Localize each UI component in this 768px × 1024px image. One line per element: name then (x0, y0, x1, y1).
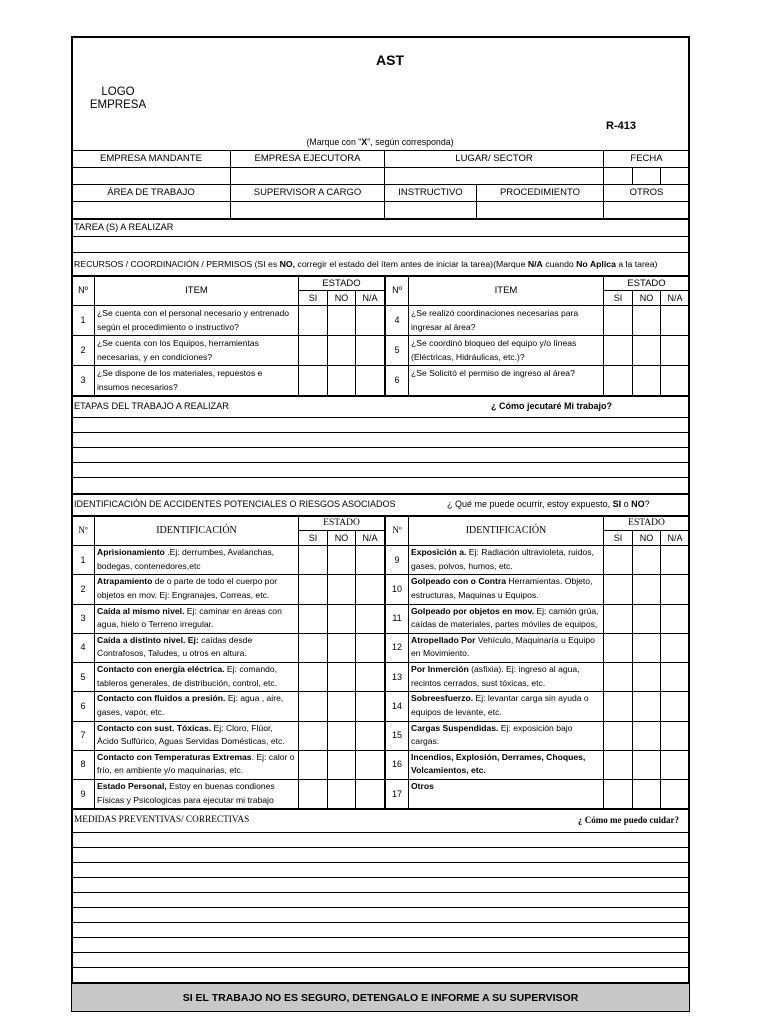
marking-instruction (300, 137, 460, 147)
risk-no-checkbox[interactable] (633, 546, 660, 574)
risk-name: Caída al mismo nivel. (97, 605, 185, 616)
recursos-title-f: No Aplica (576, 259, 616, 269)
recursos-title-c: corregir el estado del ítem antes de iniciar la tarea)(Marque (295, 259, 528, 269)
risk-name: Estado Personal, (97, 781, 167, 791)
item-number: 2 (80, 345, 86, 355)
recursos-col-item-left: ITEM (185, 284, 208, 296)
estado-no-checkbox[interactable] (633, 366, 660, 395)
risk-no-checkbox[interactable] (328, 722, 355, 750)
risk-example: Ej: levantar carga sin ayuda o equipos de levante, etc. (411, 693, 589, 717)
estado-na-checkbox[interactable] (356, 336, 383, 365)
risk-na-checkbox[interactable] (661, 663, 688, 691)
risk-number: 11 (392, 613, 402, 624)
estado-no-checkbox[interactable] (328, 336, 355, 365)
riesgos-col-num-right: Nº (392, 525, 402, 535)
riesgos-question-b: SI (612, 499, 622, 509)
risk-name: Exposición a. (411, 547, 467, 557)
risk-name: Contacto con sust. Tóxicas. (97, 722, 212, 733)
field-medidas-line-5[interactable] (72, 893, 689, 907)
risk-no-checkbox[interactable] (633, 692, 660, 720)
risk-number: 13 (391, 671, 402, 682)
checklist-item-text: ¿Se Solicitó el permiso de ingreso al área? (411, 368, 575, 378)
risk-si-checkbox[interactable] (604, 605, 631, 633)
riesgos-col-no-right: NO (639, 533, 654, 543)
risk-number: 3 (80, 613, 86, 624)
risk-example: Ej: exposición bajo cargas. (411, 722, 573, 746)
riesgos-col-estado-right: ESTADO (628, 518, 665, 528)
risk-example: Ej: comando, tableros generales, de distribución, control, etc. (97, 664, 278, 688)
section-medidas-label: MEDIDAS PREVENTIVAS/ CORRECTIVAS (74, 815, 250, 825)
estado-si-checkbox[interactable] (299, 306, 326, 335)
recursos-col-na-left: N/A (362, 293, 378, 303)
risk-example: Ej: Radiación ultravioleta, ruidos, gases, polvos, humos, etc. (411, 547, 594, 571)
field-medidas-line-7[interactable] (72, 923, 689, 937)
risk-name: Golpeado por objetos en mov. (411, 605, 535, 616)
estado-na-checkbox[interactable] (661, 336, 688, 365)
estado-si-checkbox[interactable] (604, 366, 631, 395)
estado-si-checkbox[interactable] (604, 306, 631, 335)
risk-si-checkbox[interactable] (299, 692, 326, 720)
company-logo-placeholder (88, 86, 148, 112)
risk-no-checkbox[interactable] (328, 605, 355, 633)
estado-si-checkbox[interactable] (299, 366, 326, 395)
risk-no-checkbox[interactable] (328, 663, 355, 691)
risk-name: Sobreesfuerzo. (411, 693, 474, 704)
riesgos-col-ident-right: IDENTIFICACIÓN (465, 524, 547, 536)
risk-number: 7 (80, 730, 86, 741)
recursos-col-na-right: N/A (667, 293, 683, 303)
risk-na-checkbox[interactable] (661, 780, 688, 808)
risk-name: Incendios, Explosión, Derrames, Choques, Volcamientos, etc. (411, 751, 586, 776)
field-medidas-line-10[interactable] (72, 968, 689, 982)
estado-na-checkbox[interactable] (661, 306, 688, 335)
risk-example: Ej: Cloro, Flúor, Ácido Sulfúrico, Aguas Servidas Domésticas, etc. (97, 722, 285, 746)
recursos-col-num-left: Nº (78, 285, 88, 295)
risk-number: 9 (394, 554, 400, 565)
riesgos-question-a: ¿ Qué me puede ocurrir, estoy expuesto, (447, 499, 613, 509)
header-instructivo: INSTRUCTIVO (398, 187, 463, 198)
risk-number: 15 (391, 730, 402, 741)
field-supervisor[interactable] (231, 202, 384, 218)
section-riesgos-label: IDENTIFICACIÓN DE ACCIDENTES POTENCIALES O RIESGOS ASOCIADOS (74, 499, 396, 509)
riesgos-col-na-left: N/A (362, 533, 378, 543)
risk-na-checkbox[interactable] (661, 634, 688, 662)
risk-item-text (411, 751, 601, 779)
riesgos-col-si-left: SI (308, 533, 318, 543)
risk-no-checkbox[interactable] (328, 751, 355, 779)
risk-example: Ej: agua , aire, gases, vapor, etc. (97, 693, 284, 717)
field-etapas-line-1[interactable] (72, 418, 689, 432)
risk-example: (asfixia). Ej: ingreso al agua, recintos cerrados, sust tóxicas, etc. (411, 664, 580, 688)
risk-si-checkbox[interactable] (604, 780, 631, 808)
risk-item-text (411, 605, 601, 633)
risk-no-checkbox[interactable] (328, 634, 355, 662)
risk-si-checkbox[interactable] (604, 634, 631, 662)
risk-name: Aprisionamiento (97, 547, 165, 557)
field-medidas-line-8[interactable] (72, 938, 689, 952)
risk-no-checkbox[interactable] (633, 605, 660, 633)
riesgos-col-ident-left: IDENTIFICACIÓN (156, 524, 237, 536)
logo-line-2: EMPRESA (89, 99, 147, 111)
checklist-item-text: ¿Se cuenta con los Equipos, herramientas necesarias, y en condiciones? (97, 338, 259, 362)
recursos-col-si-right: SI (613, 293, 623, 303)
risk-si-checkbox[interactable] (604, 575, 631, 603)
section-recursos-label (74, 259, 657, 269)
risk-example: Ej: caminar en áreas con agua, hielo o Terreno irregular. (97, 605, 282, 629)
estado-na-checkbox[interactable] (356, 366, 383, 395)
estado-na-checkbox[interactable] (356, 306, 383, 335)
estado-si-checkbox[interactable] (299, 336, 326, 365)
risk-name: Golpeado con o Contra (411, 576, 507, 587)
field-instructivo[interactable] (385, 202, 476, 218)
risk-number: 1 (80, 554, 86, 565)
risk-si-checkbox[interactable] (604, 751, 631, 779)
recursos-col-si-left: SI (308, 293, 318, 303)
item-number: 3 (80, 375, 86, 385)
recursos-col-estado-right: ESTADO (627, 277, 666, 289)
risk-no-checkbox[interactable] (328, 692, 355, 720)
field-etapas-line-2[interactable] (72, 433, 689, 447)
risk-no-checkbox[interactable] (633, 575, 660, 603)
risk-example: Vehículo, Maquinaría u Equipo en Movimiento. (411, 634, 595, 659)
item-number: 1 (80, 315, 86, 325)
field-medidas-line-3[interactable] (72, 863, 689, 877)
header-empresa-ejecutora: EMPRESA EJECUTORA (254, 153, 361, 164)
risk-item-text (97, 722, 296, 750)
risk-item-text (97, 634, 296, 662)
field-tarea[interactable] (72, 237, 689, 252)
risk-na-checkbox[interactable] (356, 605, 383, 633)
estado-no-checkbox[interactable] (633, 336, 660, 365)
risk-na-checkbox[interactable] (356, 692, 383, 720)
risk-si-checkbox[interactable] (299, 751, 326, 779)
risk-na-checkbox[interactable] (356, 575, 383, 603)
checklist-item-text: ¿Se dispone de los materiales, repuestos e insumos necesarios? (97, 368, 263, 392)
risk-item-text (97, 605, 296, 633)
risk-item-text (97, 780, 296, 808)
recursos-col-item-right: ITEM (494, 284, 518, 296)
risk-na-checkbox[interactable] (661, 605, 688, 633)
instruction-mark: X (361, 137, 368, 147)
item-number: 6 (394, 375, 400, 385)
etapas-question: ¿ Cómo jecutaré Mi trabajo? (491, 401, 613, 411)
risk-item-text (97, 575, 296, 603)
risk-example: . Ej: calor o frío, en ambiente y/o maquinarias, etc. (97, 751, 295, 776)
risk-na-checkbox[interactable] (356, 634, 383, 662)
risk-item-text (411, 692, 601, 720)
header-lugar-sector: LUGAR/ SECTOR (455, 153, 533, 164)
riesgos-col-no-left: NO (334, 533, 349, 543)
risk-item-text (411, 722, 601, 750)
form-title: AST (376, 52, 404, 68)
risk-number: 10 (391, 583, 402, 594)
field-medidas-line-6[interactable] (72, 908, 689, 922)
risk-si-checkbox[interactable] (299, 634, 326, 662)
header-otros: OTROS (629, 187, 664, 198)
risk-no-checkbox[interactable] (328, 546, 355, 574)
logo-line-1: LOGO (101, 86, 135, 98)
risk-item-text (411, 634, 601, 662)
medidas-question: ¿ Cómo me puedo cuidar? (578, 815, 679, 825)
item-number: 5 (394, 345, 400, 355)
header-supervisor: SUPERVISOR A CARGO (253, 187, 362, 198)
recursos-title-a: RECURSOS / COORDINACIÓN / PERMISOS (SI es (74, 259, 280, 269)
field-etapas-line-5[interactable] (72, 478, 689, 492)
risk-na-checkbox[interactable] (356, 722, 383, 750)
risk-item-text (411, 575, 601, 603)
field-medidas-line-2[interactable] (72, 848, 689, 862)
field-empresa-ejecutora[interactable] (231, 168, 384, 184)
field-otros[interactable] (604, 202, 689, 218)
risk-item-text (97, 692, 296, 720)
risk-item-text (97, 546, 296, 574)
risk-name: Contacto con fluidos a presión. (97, 693, 226, 704)
header-procedimiento: PROCEDIMIENTO (499, 187, 581, 198)
risk-si-checkbox[interactable] (299, 663, 326, 691)
field-etapas-line-3[interactable] (72, 448, 689, 462)
field-fecha-year[interactable] (661, 168, 689, 184)
risk-si-checkbox[interactable] (604, 722, 631, 750)
risk-item-text (97, 663, 296, 691)
risk-no-checkbox[interactable] (328, 780, 355, 808)
item-number: 4 (394, 315, 400, 325)
field-medidas-line-4[interactable] (72, 878, 689, 892)
section-tarea-label: TAREA (S) A REALIZAR (74, 222, 174, 232)
risk-item-text (411, 663, 601, 691)
risk-na-checkbox[interactable] (356, 663, 383, 691)
estado-si-checkbox[interactable] (604, 336, 631, 365)
estado-no-checkbox[interactable] (328, 366, 355, 395)
risk-na-checkbox[interactable] (661, 751, 688, 779)
risk-number: 6 (80, 700, 86, 711)
field-lugar-sector[interactable] (385, 168, 603, 184)
recursos-title-e: cuando (542, 259, 577, 269)
risk-name: Contacto con energía eléctrica. (97, 664, 225, 674)
risk-name: Caída a distinto nivel. Ej: (97, 634, 199, 645)
estado-no-checkbox[interactable] (633, 306, 660, 335)
risk-item-text (97, 751, 296, 779)
header-fecha: FECHA (630, 153, 663, 164)
form-code: R-413 (606, 120, 636, 132)
risk-si-checkbox[interactable] (604, 663, 631, 691)
risk-example: .Ej: derrumbes, Avalanchas, bodegas, contenedores,etc (97, 547, 275, 571)
risk-number: 4 (80, 642, 86, 653)
recursos-col-num-right: Nº (392, 285, 402, 295)
risk-example: Estoy en buenas condiones Físicas y Psicologicas para ejecutar mi trabajo (97, 781, 275, 805)
estado-no-checkbox[interactable] (328, 306, 355, 335)
recursos-title-d: N/A (527, 259, 543, 269)
risk-number: 5 (80, 671, 86, 682)
risk-na-checkbox[interactable] (661, 575, 688, 603)
field-medidas-line-1[interactable] (72, 833, 689, 847)
risk-example: Herramientas. Objeto, estructuras, Maquinas u Equipos. (411, 576, 593, 600)
field-fecha-day[interactable] (604, 168, 632, 184)
riesgos-col-na-right: N/A (667, 533, 683, 543)
risk-si-checkbox[interactable] (604, 546, 631, 574)
risk-example: caídas desde Contrafosos, Taludes, u otros en altura. (97, 634, 253, 659)
field-fecha-month[interactable] (633, 168, 660, 184)
recursos-col-no-left: NO (334, 293, 349, 303)
risk-na-checkbox[interactable] (661, 722, 688, 750)
riesgos-question-e: ? (644, 499, 650, 509)
risk-si-checkbox[interactable] (299, 605, 326, 633)
risk-si-checkbox[interactable] (299, 546, 326, 574)
risk-name: Cargas Suspendidas. (411, 722, 499, 733)
riesgos-question (447, 499, 650, 509)
risk-item-text (411, 780, 601, 808)
instruction-suffix: ", según corresponda) (367, 137, 454, 147)
risk-number: 8 (80, 759, 86, 770)
risk-no-checkbox[interactable] (633, 634, 660, 662)
risk-number: 16 (391, 759, 402, 770)
risk-si-checkbox[interactable] (299, 780, 326, 808)
risk-example: de o parte de todo el cuerpo por objetos en mov. Ej: Engranajes, Correas, etc. (97, 576, 278, 600)
riesgos-question-c: o (621, 499, 632, 509)
risk-name: Por Inmerción (411, 664, 469, 674)
risk-item-text (411, 546, 601, 574)
risk-no-checkbox[interactable] (328, 575, 355, 603)
risk-number: 12 (391, 642, 402, 653)
recursos-title-b: NO, (279, 259, 296, 269)
checklist-item-text: ¿Se coordinó bloqueo del equipo y/o líneas (Eléctricas, Hidráulicas, etc.)? (411, 338, 577, 362)
risk-na-checkbox[interactable] (661, 692, 688, 720)
risk-number: 9 (80, 788, 86, 799)
risk-no-checkbox[interactable] (633, 780, 660, 808)
risk-name: Atropellado Por (411, 634, 476, 645)
riesgos-col-estado-left: ESTADO (323, 518, 360, 528)
header-area-trabajo: ÁREA DE TRABAJO (107, 187, 195, 198)
risk-no-checkbox[interactable] (633, 663, 660, 691)
risk-na-checkbox[interactable] (356, 751, 383, 779)
riesgos-question-d: NO (631, 499, 645, 509)
risk-name: Otros (411, 781, 434, 791)
recursos-col-estado-left: ESTADO (322, 277, 361, 289)
risk-no-checkbox[interactable] (633, 751, 660, 779)
risk-number: 2 (80, 583, 86, 594)
risk-na-checkbox[interactable] (356, 780, 383, 808)
risk-si-checkbox[interactable] (299, 575, 326, 603)
header-empresa-mandante: EMPRESA MANDANTE (100, 153, 202, 164)
recursos-title-g: a la tarea) (615, 259, 658, 269)
risk-si-checkbox[interactable] (299, 722, 326, 750)
checklist-item-text: ¿Se cuenta con el personal necesario y entrenado según el procedimiento o instructivo? (97, 308, 290, 332)
risk-name: Atrapamiento (97, 576, 153, 587)
field-empresa-mandante[interactable] (72, 168, 230, 184)
risk-na-checkbox[interactable] (661, 546, 688, 574)
field-etapas-line-4[interactable] (72, 463, 689, 477)
section-etapas-label: ETAPAS DEL TRABAJO A REALIZAR (74, 401, 229, 411)
risk-na-checkbox[interactable] (356, 546, 383, 574)
risk-number: 17 (391, 788, 402, 799)
risk-number: 14 (391, 700, 402, 711)
risk-name: Contacto con Temperaturas Extremas (97, 751, 252, 762)
riesgos-col-si-right: SI (613, 533, 623, 543)
riesgos-col-num-left: Nº (78, 525, 88, 535)
risk-no-checkbox[interactable] (633, 722, 660, 750)
checklist-item-text: ¿Se realizó coordinaciones necesarias para ingresar al área? (411, 308, 579, 332)
estado-na-checkbox[interactable] (661, 366, 688, 395)
safety-warning-banner: SI EL TRABAJO NO ES SEGURO, DETENGALO E INFORME A SU SUPERVISOR (72, 982, 689, 1011)
field-procedimiento[interactable] (477, 202, 603, 218)
recursos-col-no-right: NO (639, 293, 654, 303)
field-medidas-line-9[interactable] (72, 953, 689, 967)
instruction-prefix: (Marque con " (306, 137, 362, 147)
risk-si-checkbox[interactable] (604, 692, 631, 720)
risk-example: Ej: camión grúa, caídas de materiales, partes móviles de equipos, (411, 605, 599, 629)
field-area-trabajo[interactable] (72, 202, 230, 218)
